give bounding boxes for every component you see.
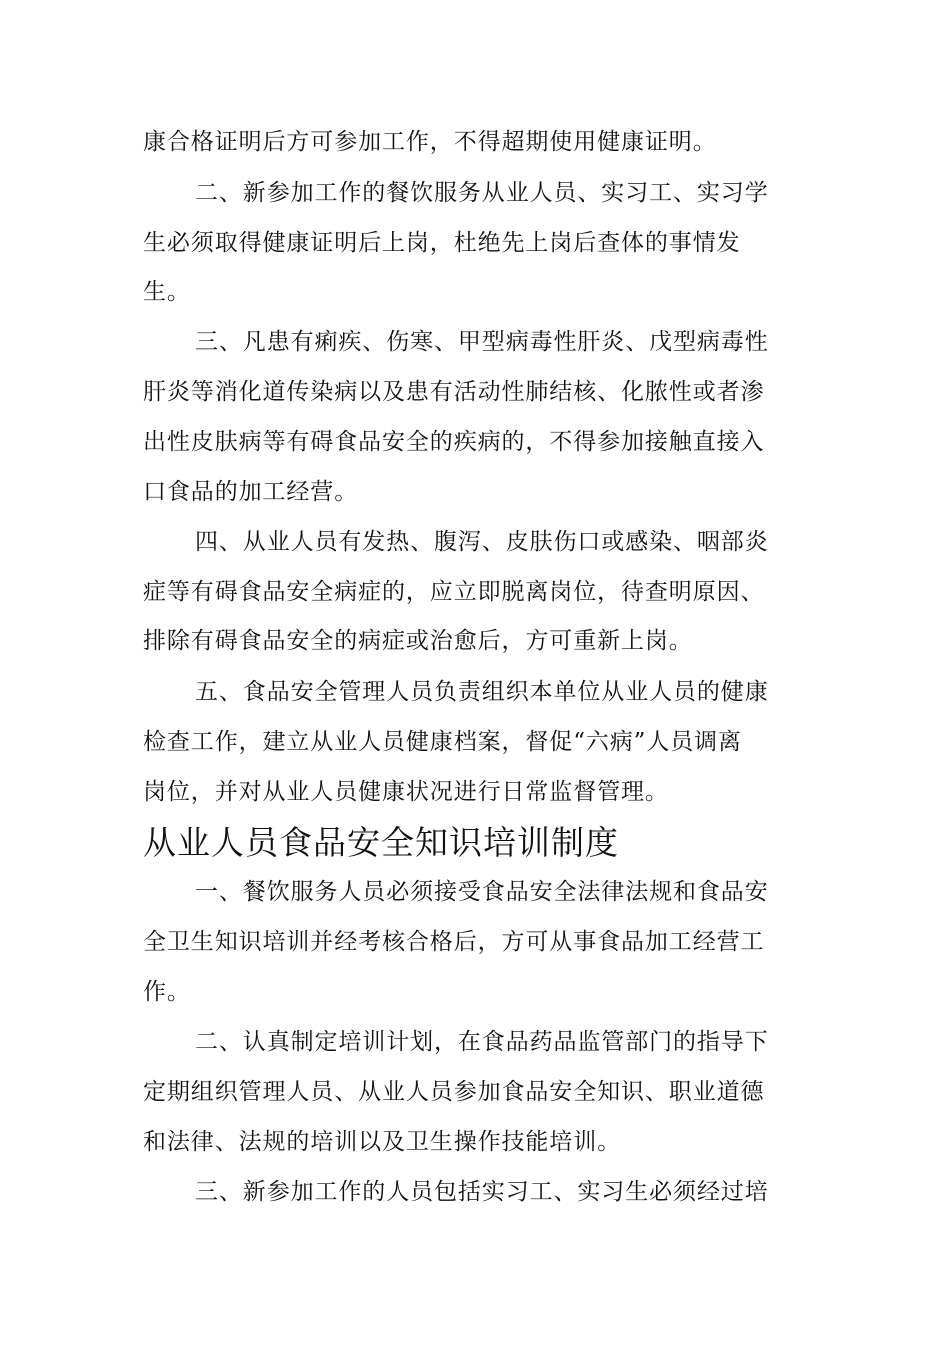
paragraph-line: 检查工作，建立从业人员健康档案，督促“六病”人员调离 bbox=[143, 729, 742, 755]
paragraph-line: 一、餐饮服务人员必须接受食品安全法律法规和食品安 bbox=[195, 879, 769, 905]
paragraph-line: 生必须取得健康证明后上岗，杜绝先上岗后查体的事情发 bbox=[143, 230, 741, 256]
paragraph-line: 五、食品安全管理人员负责组织本单位从业人员的健康 bbox=[195, 679, 769, 705]
paragraph-line: 作。 bbox=[143, 979, 191, 1005]
paragraph-line: 全卫生知识培训并经考核合格后，方可从事食品加工经营工 bbox=[143, 929, 765, 955]
paragraph-line: 三、新参加工作的人员包括实习工、实习生必须经过培 bbox=[195, 1179, 769, 1205]
paragraph-line: 三、凡患有痢疾、伤寒、甲型病毒性肝炎、戊型病毒性 bbox=[195, 329, 769, 355]
paragraph-line: 二、新参加工作的餐饮服务从业人员、实习工、实习学 bbox=[195, 180, 769, 206]
paragraph-line: 排除有碍食品安全的病症或治愈后，方可重新上岗。 bbox=[143, 628, 693, 654]
paragraph-line: 四、从业人员有发热、腹泻、皮肤伤口或感染、咽部炎 bbox=[195, 529, 769, 555]
paragraph-line: 口食品的加工经营。 bbox=[143, 479, 359, 505]
paragraph-line: 症等有碍食品安全病症的，应立即脱离岗位，待查明原因、 bbox=[143, 579, 765, 605]
paragraph-line: 二、认真制定培训计划，在食品药品监管部门的指导下 bbox=[195, 1029, 769, 1055]
paragraph-line: 和法律、法规的培训以及卫生操作技能培训。 bbox=[143, 1129, 621, 1155]
paragraph-line: 岗位，并对从业人员健康状况进行日常监督管理。 bbox=[143, 779, 669, 805]
paragraph-line: 生。 bbox=[143, 279, 191, 305]
paragraph-line: 定期组织管理人员、从业人员参加食品安全知识、职业道德 bbox=[143, 1079, 765, 1105]
paragraph-line: 肝炎等消化道传染病以及患有活动性肺结核、化脓性或者渗 bbox=[143, 379, 765, 405]
paragraph-line: 康合格证明后方可参加工作，不得超期使用健康证明。 bbox=[143, 129, 717, 155]
section-heading: 从业人员食品安全知识培训制度 bbox=[143, 823, 619, 862]
paragraph-line: 出性皮肤病等有碍食品安全的疾病的，不得参加接触直接入 bbox=[143, 429, 765, 455]
